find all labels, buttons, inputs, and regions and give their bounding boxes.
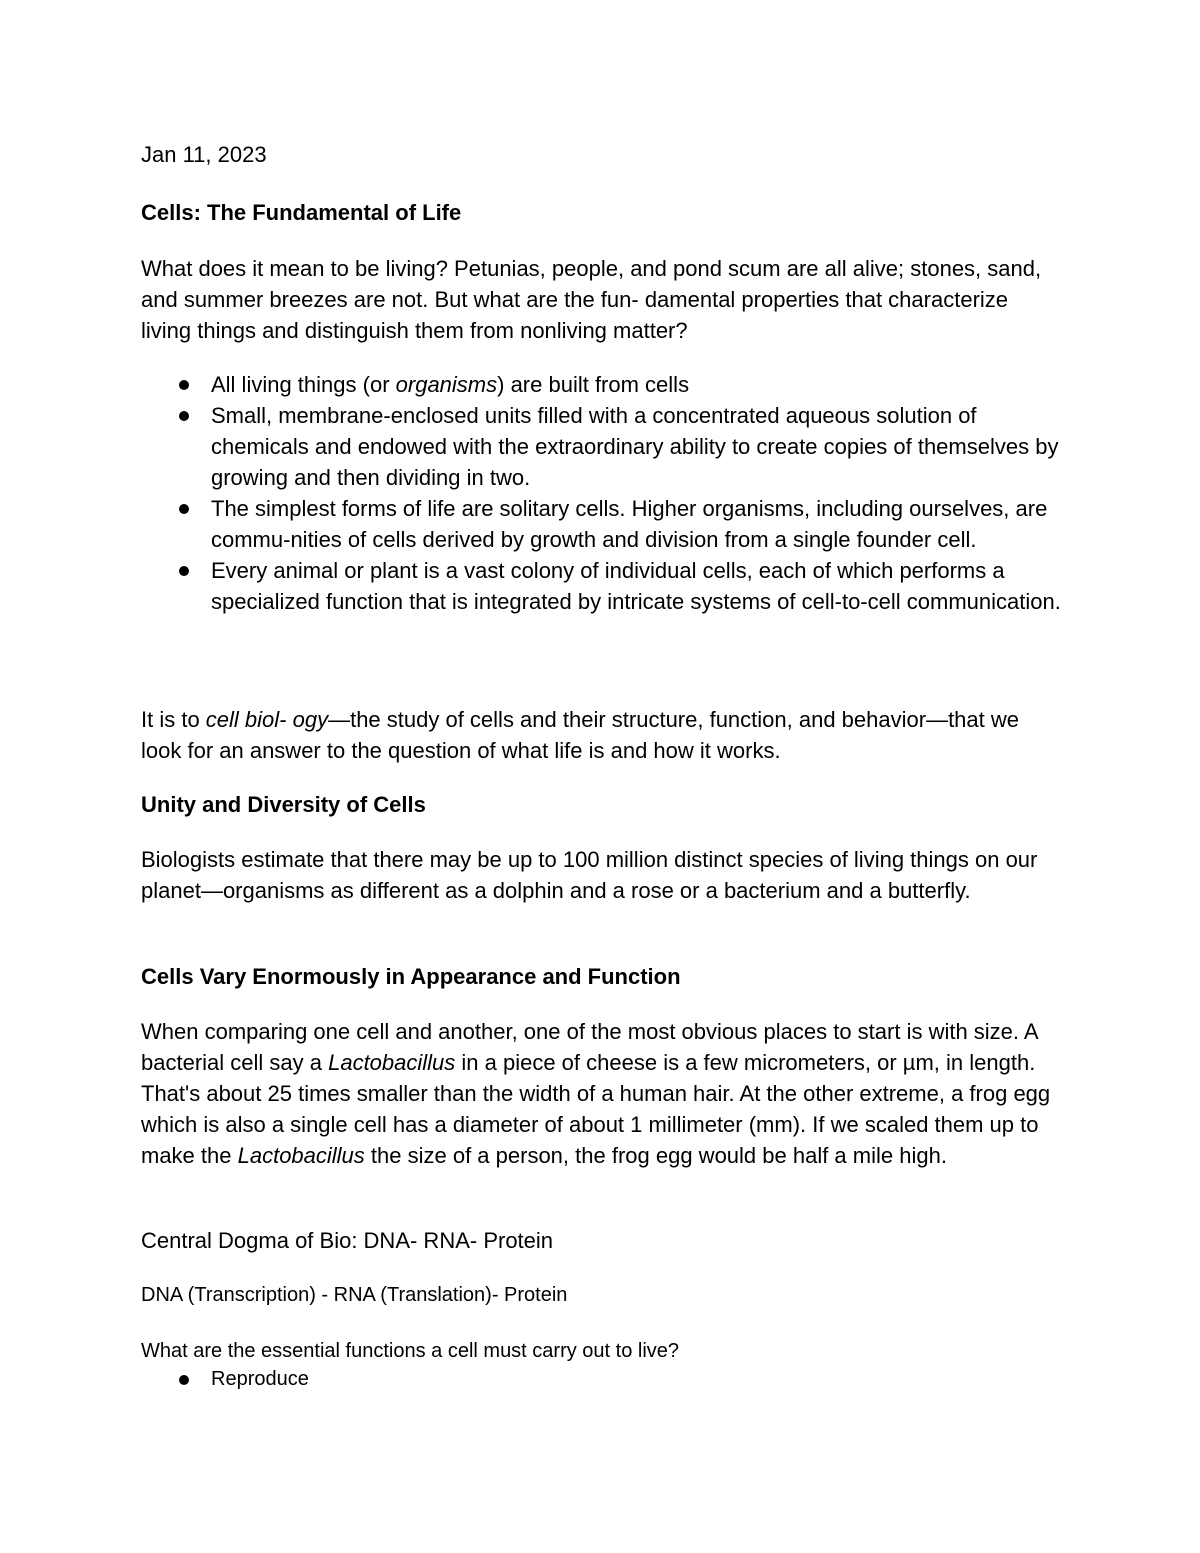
list-item xyxy=(141,493,1061,555)
paragraph-text: —the study of cells and their structure, function, and behavior—that we look for an answer to the question of what life is and how it works. xyxy=(141,707,1020,763)
functions-question: What are the essential functions a cell must carry out to live? xyxy=(141,1340,680,1362)
section-heading-cells: Cells: The Fundamental of Life xyxy=(141,200,462,225)
intro-paragraph: What does it mean to be living? Petunias, people, and pond scum are all alive; stones, sand, and summer breezes are not. But what are the fun- damental properties that characterize living things and distinguish them from nonliving matter? xyxy=(141,256,1042,343)
section-heading-variation: Cells Vary Enormously in Appearance and Function xyxy=(141,964,681,989)
bullet-icon xyxy=(179,1375,189,1385)
functions-list xyxy=(141,1365,1061,1393)
paragraph-emphasis: Lactobacillus xyxy=(328,1050,456,1075)
list-item-text: The simplest forms of life are solitary cells. Higher organisms, including ourselves, are commu-nities of cells derived by growth and division from a single founder cell. xyxy=(211,496,1048,552)
bullet-icon xyxy=(179,504,189,514)
list-item xyxy=(141,400,1061,493)
paragraph-text: in a piece of cheese is a few micrometers, or µm, in length. That's about 25 times smaller than the width of a human hair. At the other extreme, a frog egg which is also a single cell has a diameter of about 1 millimeter (mm). If we scaled them up to make the xyxy=(141,1050,1051,1168)
list-item-text: All living things (or xyxy=(211,372,396,397)
list-item-text: ) are built from cells xyxy=(497,372,690,397)
list-item-text: Small, membrane-enclosed units filled with a concentrated aqueous solution of chemicals and endowed with the extraordinary ability to create copies of themselves by growing and then dividing in two. xyxy=(211,403,1059,490)
list-item-text: Reproduce xyxy=(211,1368,309,1390)
bullet-icon xyxy=(179,566,189,576)
bullet-icon xyxy=(179,411,189,421)
paragraph-emphasis: Lactobacillus xyxy=(237,1143,365,1168)
central-dogma-detail: DNA (Transcription) - RNA (Translation)- Protein xyxy=(141,1284,568,1306)
cell-biology-paragraph xyxy=(141,704,1061,766)
bullet-icon xyxy=(179,380,189,390)
paragraph-text: It is to xyxy=(141,707,206,732)
paragraph-text: When comparing one cell and another, one of the most obvious places to start is with size. A bacterial cell say a xyxy=(141,1019,1038,1075)
variation-paragraph xyxy=(141,1016,1061,1171)
section-heading-unity: Unity and Diversity of Cells xyxy=(141,792,426,817)
cell-facts-list xyxy=(141,369,1061,617)
paragraph-text: the size of a person, the frog egg would be half a mile high. xyxy=(364,1143,947,1168)
list-item xyxy=(141,555,1061,617)
document-date: Jan 11, 2023 xyxy=(141,142,267,167)
list-item-emphasis: organisms xyxy=(395,372,498,397)
list-item xyxy=(141,369,1061,400)
central-dogma-line: Central Dogma of Bio: DNA- RNA- Protein xyxy=(141,1228,554,1253)
paragraph-emphasis: cell biol- ogy xyxy=(205,707,329,732)
list-item-text: Every animal or plant is a vast colony of individual cells, each of which performs a specialized function that is integrated by intricate systems of cell-to-cell communication. xyxy=(211,558,1061,614)
list-item xyxy=(141,1365,1061,1393)
unity-paragraph: Biologists estimate that there may be up to 100 million distinct species of living things on our planet—organisms as different as a dolphin and a rose or a bacterium and a butterfly. xyxy=(141,847,1038,903)
